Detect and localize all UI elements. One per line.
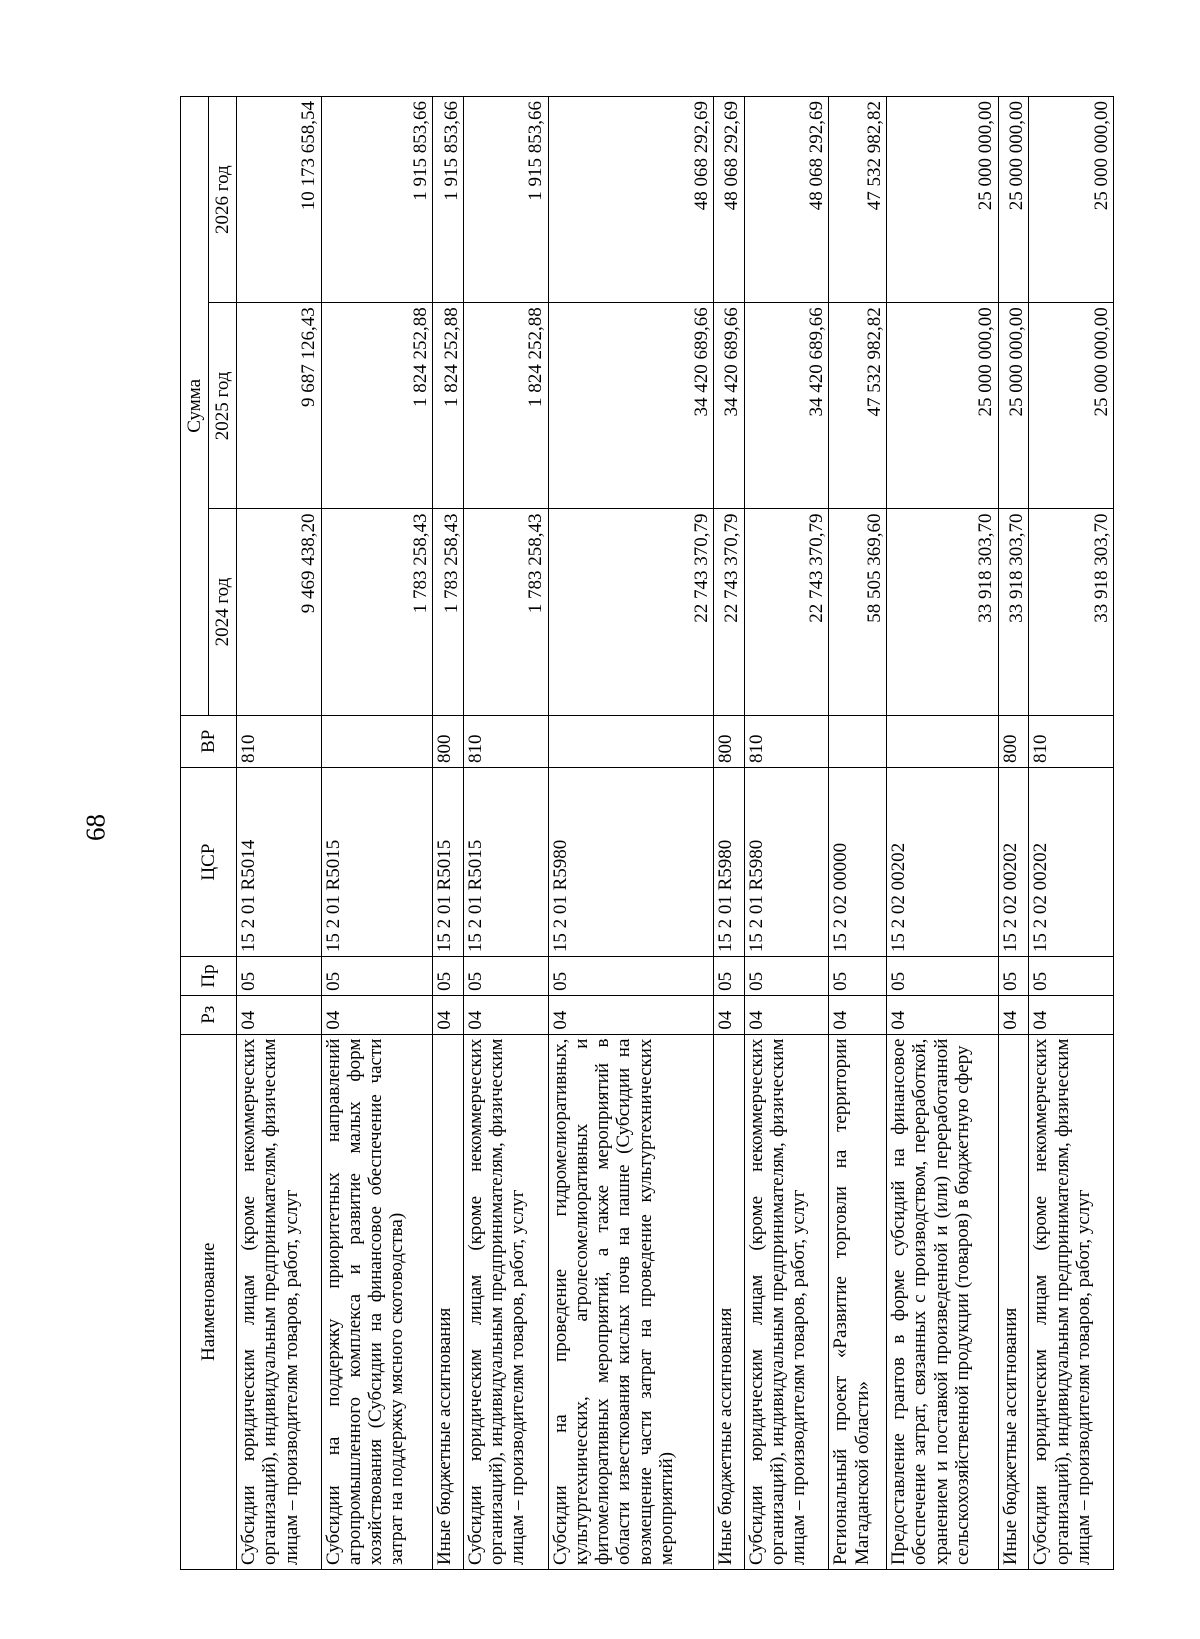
row-vr: 800: [713, 715, 744, 767]
row-name: Иные бюджетные ассигнования: [998, 1034, 1029, 1569]
row-vr: [321, 715, 433, 767]
row-pr: 05: [713, 957, 744, 996]
row-csr: 15 2 01 R5015: [463, 768, 548, 957]
row-2026: 10 173 658,54: [237, 97, 322, 303]
row-csr: 15 2 01 R5014: [237, 768, 322, 957]
row-pr: 05: [887, 957, 999, 996]
row-csr: 15 2 02 00202: [1029, 768, 1114, 957]
row-2024: 33 918 303,70: [998, 509, 1029, 715]
header-vr: ВР: [181, 715, 237, 767]
row-rz: 04: [463, 995, 548, 1034]
row-2026: 25 000 000,00: [998, 97, 1029, 303]
row-2024: 33 918 303,70: [887, 509, 999, 715]
header-name: Наименование: [181, 1034, 237, 1569]
row-rz: 04: [744, 995, 829, 1034]
row-2025: 34 420 689,66: [713, 303, 744, 509]
row-2025: 1 824 252,88: [463, 303, 548, 509]
row-rz: 04: [321, 995, 433, 1034]
row-2026: 1 915 853,66: [433, 97, 464, 303]
row-csr: 15 2 02 00202: [887, 768, 999, 957]
row-2025: 34 420 689,66: [744, 303, 829, 509]
row-name: Субсидии юридическим лицам (кроме некоммерческих организаций), индивидуальным предпринимателям, физическим лицам – производителям товаров, работ, услуг: [237, 1034, 322, 1569]
row-vr: 800: [433, 715, 464, 767]
row-vr: 810: [463, 715, 548, 767]
row-csr: 15 2 02 00202: [998, 768, 1029, 957]
row-rz: 04: [1029, 995, 1114, 1034]
header-rz: Рз: [181, 995, 237, 1034]
row-csr: 15 2 01 R5980: [713, 768, 744, 957]
row-2024: 1 783 258,43: [321, 509, 433, 715]
row-2024: 1 783 258,43: [463, 509, 548, 715]
row-pr: 05: [744, 957, 829, 996]
row-csr: 15 2 01 R5015: [433, 768, 464, 957]
row-2025: 34 420 689,66: [548, 303, 713, 509]
row-vr: 810: [237, 715, 322, 767]
row-name: Субсидии на поддержку приоритетных направлений агропромышленного комплекса и развитие малых форм хозяйствования (Субсидии на финансовое обеспечение части затрат на поддержку мясного скотоводства): [321, 1034, 433, 1569]
row-2026: 1 915 853,66: [321, 97, 433, 303]
row-pr: 05: [463, 957, 548, 996]
table-row: [713, 97, 744, 1570]
header-year-2025: 2025 год: [209, 303, 237, 509]
row-pr: 05: [998, 957, 1029, 996]
table-row: [321, 97, 433, 1570]
table-row: [998, 97, 1029, 1570]
table-row: [433, 97, 464, 1570]
row-vr: [887, 715, 999, 767]
budget-table: [180, 96, 1114, 1570]
row-2024: 22 743 370,79: [744, 509, 829, 715]
table-row: [1029, 97, 1114, 1570]
row-rz: 04: [829, 995, 887, 1034]
row-2024: 22 743 370,79: [713, 509, 744, 715]
row-2026: 1 915 853,66: [463, 97, 548, 303]
row-pr: 05: [548, 957, 713, 996]
table-row: [887, 97, 999, 1570]
row-pr: 05: [433, 957, 464, 996]
row-vr: [829, 715, 887, 767]
row-pr: 05: [829, 957, 887, 996]
row-csr: 15 2 01 R5980: [744, 768, 829, 957]
table-frame: [180, 96, 1200, 1565]
row-2024: 22 743 370,79: [548, 509, 713, 715]
row-2024: 1 783 258,43: [433, 509, 464, 715]
row-2026: 47 532 982,82: [829, 97, 887, 303]
header-year-2024: 2024 год: [209, 509, 237, 715]
row-2025: 1 824 252,88: [321, 303, 433, 509]
row-csr: 15 2 01 R5980: [548, 768, 713, 957]
row-2025: 25 000 000,00: [887, 303, 999, 509]
row-2026: 48 068 292,69: [713, 97, 744, 303]
row-rz: 04: [887, 995, 999, 1034]
row-2024: 33 918 303,70: [1029, 509, 1114, 715]
header-csr: ЦСР: [181, 768, 237, 957]
row-name: Предоставление грантов в форме субсидий на финансовое обеспечение затрат, связанных с производством, переработкой, хранением и поставкой произведенной и (или) переработанной сельскохозяйственной продукции (товаров) в бюджетную сферу: [887, 1034, 999, 1569]
row-name: Региональный проект «Развитие торговли на территории Магаданской области»: [829, 1034, 887, 1569]
row-vr: 810: [744, 715, 829, 767]
row-csr: 15 2 02 00000: [829, 768, 887, 957]
table-row: [548, 97, 713, 1570]
row-2025: 1 824 252,88: [433, 303, 464, 509]
row-2024: 9 469 438,20: [237, 509, 322, 715]
header-sum: Сумма: [181, 97, 209, 716]
row-2026: 48 068 292,69: [744, 97, 829, 303]
row-2025: 25 000 000,00: [998, 303, 1029, 509]
row-rz: 04: [433, 995, 464, 1034]
header-year-2026: 2026 год: [209, 97, 237, 303]
row-2026: 48 068 292,69: [548, 97, 713, 303]
row-name: Субсидии юридическим лицам (кроме некоммерческих организаций), индивидуальным предпринимателям, физическим лицам – производителям товаров, работ, услуг: [1029, 1034, 1114, 1569]
row-name: Субсидии юридическим лицам (кроме некоммерческих организаций), индивидуальным предпринимателям, физическим лицам – производителям товаров, работ, услуг: [744, 1034, 829, 1569]
row-pr: 05: [237, 957, 322, 996]
header-pr: Пр: [181, 957, 237, 996]
table-row: [237, 97, 322, 1570]
row-pr: 05: [321, 957, 433, 996]
row-name: Субсидии на проведение гидромелиоративных, культуртехнических, агролесомелиоративных и фитомелиоративных мероприятий, а также мероприятий в области известкования кислых почв на пашне (Субсидии на возмещение части затрат на проведение культуртехнических мероприятий): [548, 1034, 713, 1569]
row-rz: 04: [237, 995, 322, 1034]
row-2025: 25 000 000,00: [1029, 303, 1114, 509]
table-row: [744, 97, 829, 1570]
row-rz: 04: [548, 995, 713, 1034]
row-rz: 04: [998, 995, 1029, 1034]
row-2026: 25 000 000,00: [887, 97, 999, 303]
row-name: Субсидии юридическим лицам (кроме некоммерческих организаций), индивидуальным предпринимателям, физическим лицам – производителям товаров, работ, услуг: [463, 1034, 548, 1569]
row-vr: 810: [1029, 715, 1114, 767]
row-rz: 04: [713, 995, 744, 1034]
row-name: Иные бюджетные ассигнования: [713, 1034, 744, 1569]
page-number: 68: [80, 814, 111, 841]
row-2025: 47 532 982,82: [829, 303, 887, 509]
row-2024: 58 505 369,60: [829, 509, 887, 715]
row-vr: [548, 715, 713, 767]
table-row: [829, 97, 887, 1570]
row-vr: 800: [998, 715, 1029, 767]
row-pr: 05: [1029, 957, 1114, 996]
table-row: [463, 97, 548, 1570]
row-2026: 25 000 000,00: [1029, 97, 1114, 303]
row-csr: 15 2 01 R5015: [321, 768, 433, 957]
row-2025: 9 687 126,43: [237, 303, 322, 509]
row-name: Иные бюджетные ассигнования: [433, 1034, 464, 1569]
